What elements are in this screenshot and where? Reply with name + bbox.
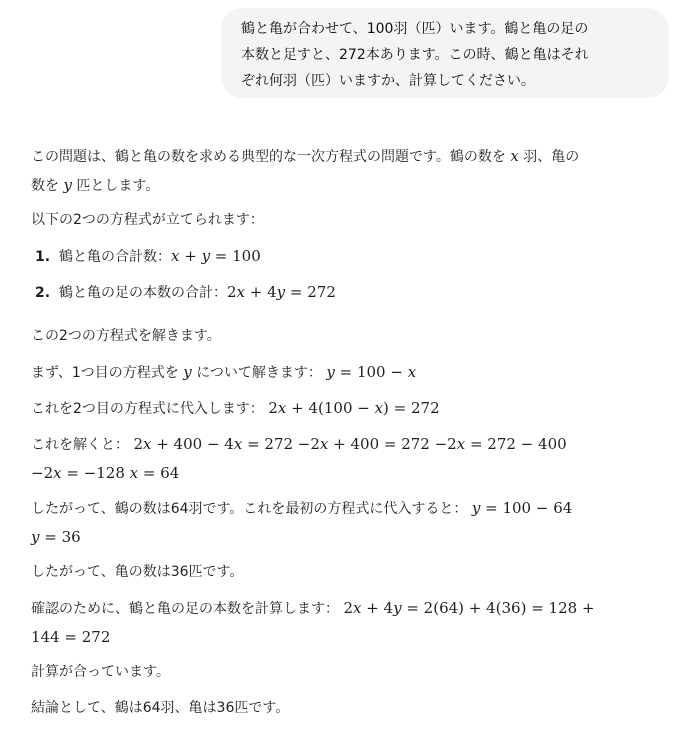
- equation-legs: 2𝑥 + 4𝑦 = 272: [227, 283, 336, 301]
- list-label: 鶴と亀の足の本数の合計：: [59, 285, 227, 301]
- intro-text: 羽、亀の: [523, 149, 580, 165]
- equation-step-4: 𝑦 = 100 − 64: [471, 499, 573, 517]
- list-item-2: [35, 278, 678, 307]
- turtle-result: したがって、亀の数は36匹です。: [31, 564, 244, 580]
- intro-paragraph: [31, 142, 678, 200]
- check-ok: 計算が合っています。: [31, 664, 170, 680]
- list-number: 2.: [35, 285, 51, 301]
- step-1: [31, 358, 678, 387]
- intro-text: 匹とします。: [76, 178, 160, 194]
- equation-step-3: 2𝑥 + 400 − 4𝑥 = 272 −2𝑥 + 400 = 272 −2𝑥 = 272 − 400: [133, 435, 567, 453]
- equation-verify: 2𝑥 + 4𝑦 = 2(64) + 4(36) = 128 +: [343, 599, 595, 617]
- step-text: について解きます：: [196, 365, 322, 381]
- math-var-y: 𝑦: [183, 363, 192, 381]
- verification: [31, 594, 678, 652]
- intro-text: この問題は、鶴と亀の数を求める典型的な一次方程式の問題です。鶴の数を: [31, 149, 506, 165]
- user-message-line: ぞれ何羽（匹）いますか、計算してください。: [241, 73, 535, 89]
- step-2: [31, 394, 678, 423]
- conclusion: 結論として、鶴は64羽、亀は36匹です。: [31, 700, 290, 716]
- equation-sum: 𝑥 + 𝑦 = 100: [171, 247, 261, 265]
- step-text: まず、1つ目の方程式を: [31, 365, 179, 381]
- solve-intro: この2つの方程式を解きます。: [31, 328, 221, 344]
- step-3: [31, 430, 678, 488]
- math-var-y: 𝑦: [63, 176, 72, 194]
- user-message-line: 本数と足すと、272本あります。この時、鶴と亀はそれ: [241, 47, 589, 63]
- list-label: 鶴と亀の合計数：: [59, 249, 171, 265]
- list-item-1: [35, 242, 678, 271]
- user-message-bubble: [221, 8, 669, 98]
- step-text: したがって、鶴の数は64羽です。これを最初の方程式に代入すると：: [31, 501, 468, 517]
- list-number: 1.: [35, 249, 51, 265]
- step-4: [31, 494, 678, 552]
- step-text: これを解くと：: [31, 437, 129, 453]
- equation-step-1: 𝑦 = 100 − 𝑥: [326, 363, 417, 381]
- step-text: 確認のために、鶴と亀の足の本数を計算します：: [31, 601, 339, 617]
- intro-text: 数を: [31, 178, 59, 194]
- equation-step-2: 2𝑥 + 4(100 − 𝑥) = 272: [268, 399, 440, 417]
- math-var-x: 𝑥: [510, 147, 519, 165]
- equation-step-4b: 𝑦 = 36: [31, 528, 81, 546]
- equation-step-3b: −2𝑥 = −128 𝑥 = 64: [31, 464, 180, 482]
- step-text: これを2つ目の方程式に代入します：: [31, 401, 264, 417]
- two-equations-intro: 以下の2つの方程式が立てられます：: [31, 212, 264, 228]
- user-message-line: 鶴と亀が合わせて、100羽（匹）います。鶴と亀の足の: [241, 21, 589, 37]
- equation-verify-b: 144 = 272: [31, 628, 111, 646]
